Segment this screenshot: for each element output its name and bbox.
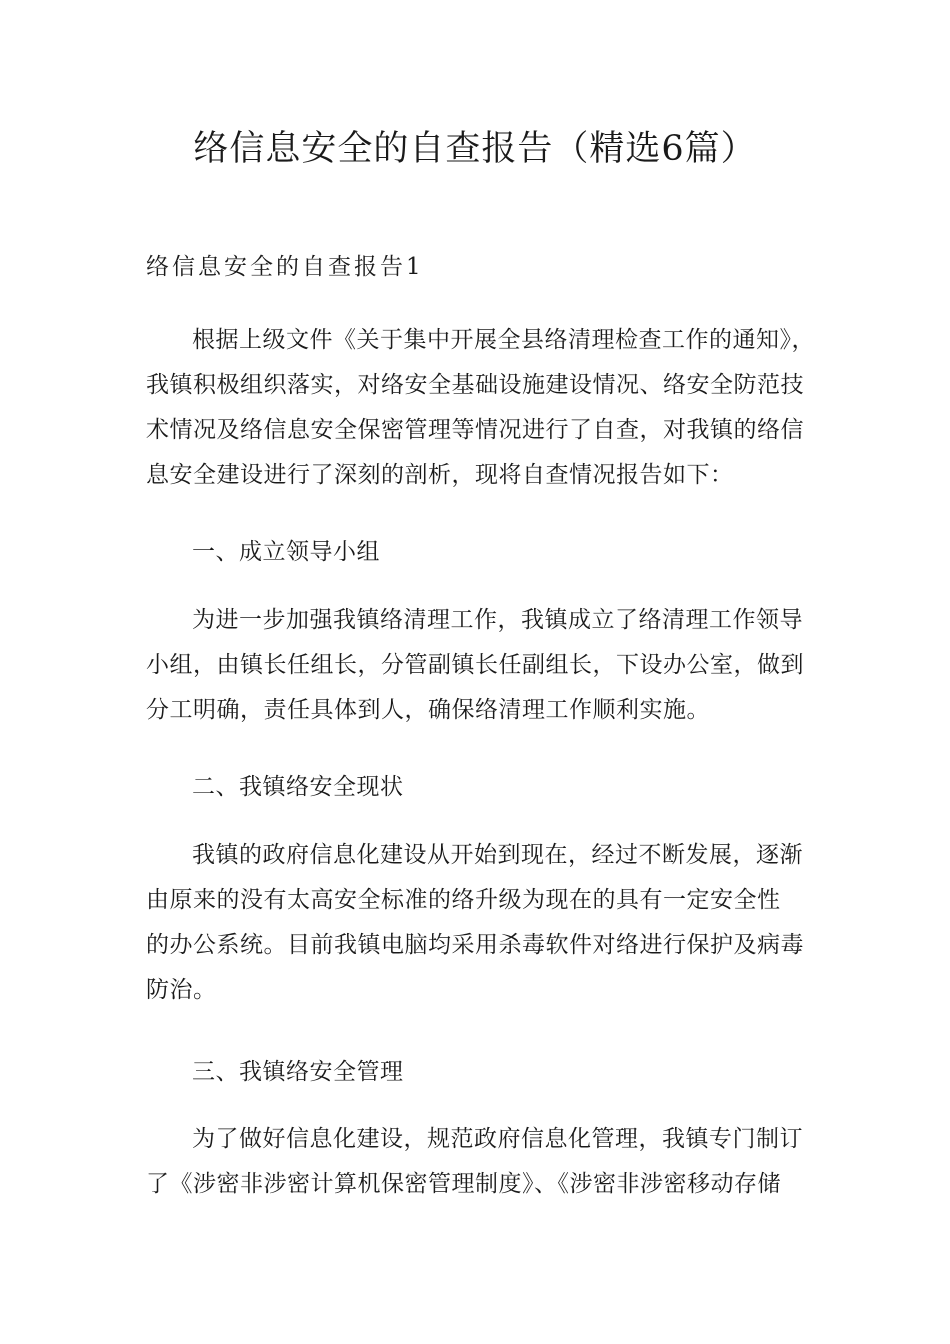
paragraph-line: 分工明确，责任具体到人，确保络清理工作顺利实施。 bbox=[146, 697, 710, 723]
document-title: 络信息安全的自查报告（精选6篇） bbox=[193, 129, 757, 169]
heading-security-status: 二、我镇络安全现状 bbox=[192, 774, 404, 800]
paragraph-line: 术情况及络信息安全保密管理等情况进行了自查，对我镇的络信 bbox=[146, 417, 804, 443]
paragraph-line: 为进一步加强我镇络清理工作，我镇成立了络清理工作领导 bbox=[192, 607, 803, 633]
paragraph-line: 我镇积极组织落实，对络安全基础设施建设情况、络安全防范技 bbox=[146, 372, 804, 398]
paragraph-line: 我镇的政府信息化建设从开始到现在，经过不断发展，逐渐 bbox=[192, 842, 803, 868]
section-title: 络信息安全的自查报告1 bbox=[146, 254, 424, 280]
paragraph-line: 防治。 bbox=[146, 977, 217, 1003]
paragraph-leadership bbox=[146, 598, 810, 733]
paragraph-line: 了《涉密非涉密计算机保密管理制度》、《涉密非涉密移动存储 bbox=[146, 1171, 781, 1197]
paragraph-status bbox=[146, 833, 810, 1013]
paragraph-line: 由原来的没有太高安全标准的络升级为现在的具有一定安全性 bbox=[146, 887, 781, 913]
heading-security-management: 三、我镇络安全管理 bbox=[192, 1059, 404, 1085]
paragraph-management bbox=[146, 1117, 810, 1207]
paragraph-line: 的办公系统。目前我镇电脑均采用杀毒软件对络进行保护及病毒 bbox=[146, 932, 804, 958]
paragraph-line: 小组，由镇长任组长，分管副镇长任副组长，下设办公室，做到 bbox=[146, 652, 804, 678]
paragraph-line: 息安全建设进行了深刻的剖析，现将自查情况报告如下： bbox=[146, 462, 734, 488]
paragraph-intro bbox=[146, 318, 815, 498]
paragraph-line: 为了做好信息化建设，规范政府信息化管理，我镇专门制订 bbox=[192, 1126, 803, 1152]
heading-leadership-group: 一、成立领导小组 bbox=[192, 539, 380, 565]
paragraph-line: 根据上级文件《关于集中开展全县络清理检查工作的通知》， bbox=[192, 327, 815, 353]
